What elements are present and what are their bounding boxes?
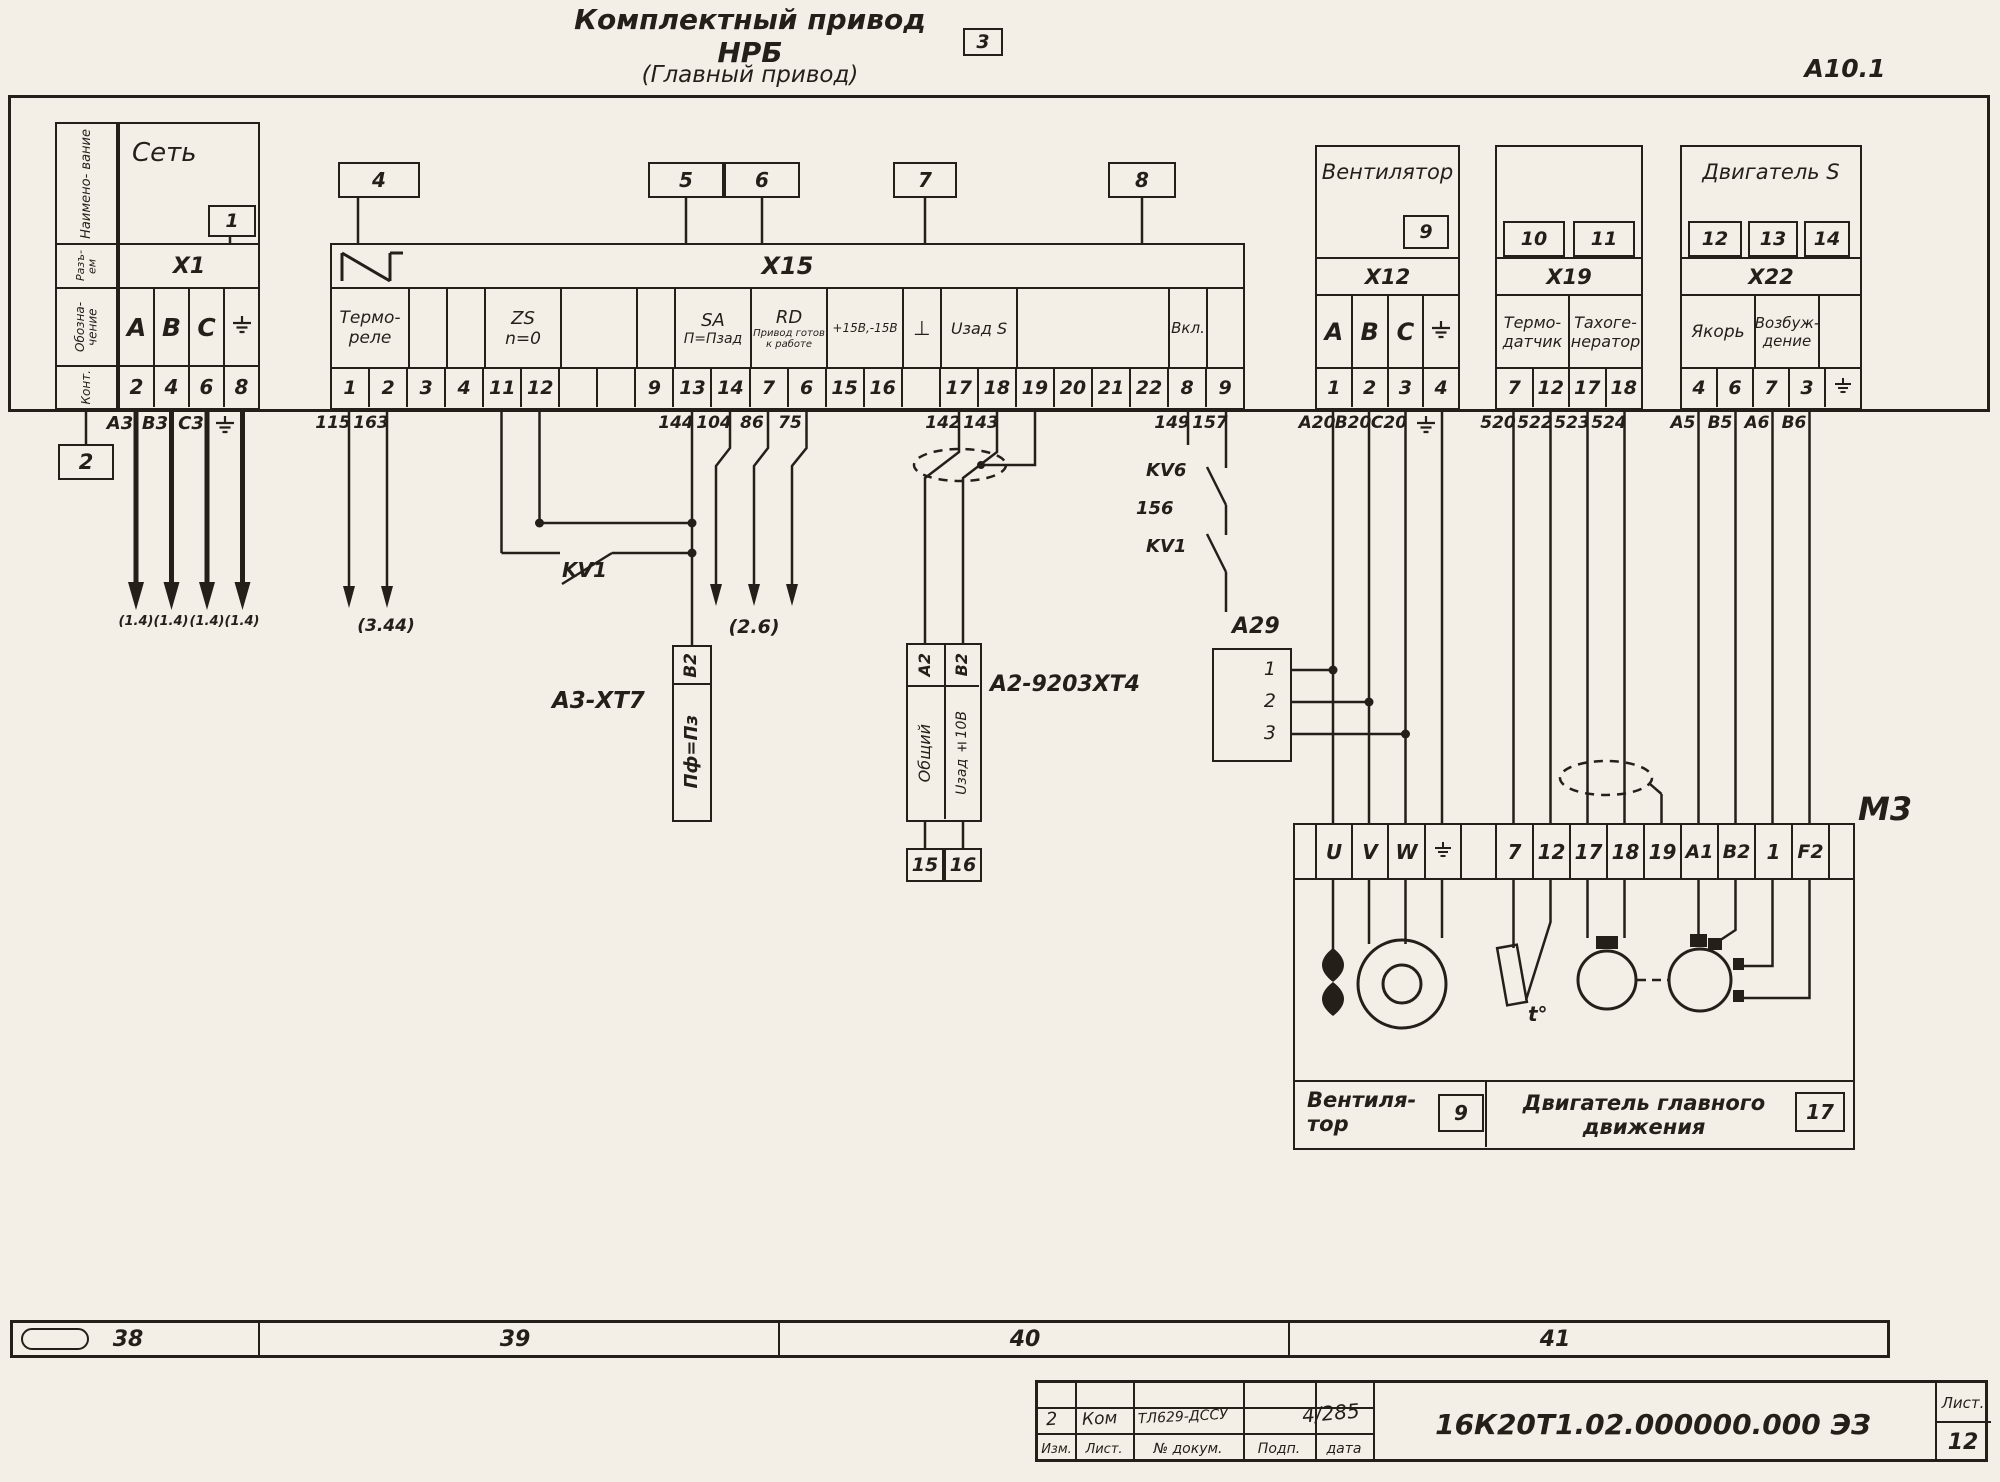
- x19-contact: 17: [1568, 369, 1605, 407]
- x15-header-zs: [484, 289, 560, 367]
- m3-terminal-blank: [1295, 825, 1315, 878]
- m3-caption-band: [1295, 1080, 1853, 1147]
- x12-contact: 3: [1387, 369, 1423, 407]
- wire-label: 143: [963, 413, 999, 433]
- x19-contact: 7: [1507, 377, 1521, 399]
- x22-contact: 6: [1716, 369, 1752, 407]
- x19-signal-thermo: Термо- датчик: [1502, 312, 1563, 351]
- wire-label: В3: [141, 413, 169, 434]
- wire-label: А6: [1744, 413, 1770, 433]
- wire-label: 104: [696, 413, 732, 433]
- m3-block: [1293, 823, 1855, 1150]
- x15-contact: 20: [1053, 369, 1091, 407]
- drawing-subtitle: (Главный привод): [641, 62, 859, 88]
- x19-contact: 18: [1605, 369, 1642, 407]
- x15-contact: 12: [520, 369, 558, 407]
- x15-contact: 14: [710, 369, 748, 407]
- x15-header-sa: [674, 289, 750, 367]
- x15-contact: 1: [343, 377, 357, 399]
- document-number: 16К20Т1.02.000000.000 ЭЗ: [1435, 1407, 1871, 1441]
- a29-pin: 3: [1263, 722, 1276, 744]
- wire-label: 522: [1517, 413, 1553, 433]
- a3xt7-block: [672, 645, 712, 822]
- x15-ref-box: 5: [648, 162, 724, 198]
- x15-contact: 18: [977, 369, 1015, 407]
- x15-contact: 4: [444, 369, 482, 407]
- m3-terminal: V: [1351, 825, 1387, 878]
- m3-terminal: 17: [1569, 825, 1606, 878]
- x15-connector: Х15: [761, 252, 814, 280]
- m3-terminal: 1: [1754, 825, 1791, 878]
- m3-terminal: 18: [1606, 825, 1643, 878]
- row-header-contact: Конт.: [79, 369, 94, 405]
- x1-table: [118, 122, 260, 410]
- x15-ref-box: 6: [724, 162, 800, 198]
- x1-dest-ref-box: 2: [58, 444, 114, 480]
- tb-entry: 4/285: [1301, 1398, 1361, 1428]
- x15-contact: 9: [634, 369, 672, 407]
- tb-entry: 2: [1045, 1408, 1058, 1431]
- x12-name: Вентилятор: [1321, 160, 1454, 184]
- x15-table: [330, 243, 1245, 410]
- x12-ref-box: 9: [1403, 215, 1449, 249]
- x12-connector: Х12: [1317, 257, 1458, 294]
- a3xt7-signal: Пф=Пз: [680, 715, 702, 789]
- caption-divider: [1485, 1082, 1487, 1147]
- x15-header-uzad: Uзад S: [940, 289, 1016, 367]
- zone-divider: [1288, 1323, 1290, 1355]
- zone-number: 38: [112, 1326, 144, 1352]
- x15-header-thermo: Термо- реле: [339, 308, 401, 348]
- sheet-ref-box: 3: [963, 28, 1003, 56]
- x15-header-pm15: +15В,-15В: [826, 289, 902, 367]
- wire-label: В5: [1707, 413, 1733, 433]
- x15-contact: 15: [825, 369, 863, 407]
- tb-col-data: дата: [1326, 1441, 1362, 1457]
- x15-header-blank: [1206, 289, 1243, 367]
- x22-signal-excitation: Возбуж- дение: [1754, 296, 1818, 367]
- corner-ref-label: А10.1: [1804, 53, 1886, 83]
- x19-connector: Х19: [1497, 257, 1641, 294]
- x22-contact: 4: [1692, 377, 1706, 399]
- x15-header-sa-bot: П=Пзад: [683, 330, 743, 347]
- sheet-arrow-label: (2.6): [728, 616, 780, 638]
- x15-header-blank: [408, 289, 446, 367]
- m3-motor-ref-box: 17: [1795, 1092, 1845, 1132]
- x1-contact: 8: [223, 367, 258, 407]
- x15-header-rd: [750, 289, 826, 367]
- m3-motor-caption: Двигатель главного движения: [1522, 1090, 1766, 1139]
- x15-contact: 2: [368, 369, 406, 407]
- x15-ref-box: 4: [338, 162, 420, 198]
- wire-label: В6: [1781, 413, 1807, 433]
- supply-arrowheads: [128, 582, 251, 610]
- x15-contact: 8: [1167, 369, 1205, 407]
- x12-signal-gnd: [1422, 296, 1458, 367]
- x15-ref-box: 8: [1108, 162, 1176, 198]
- cable-marker-icon: [1560, 761, 1652, 795]
- a29-pin: 2: [1263, 690, 1276, 712]
- x15-contact: [901, 369, 939, 407]
- x15-contact: 19: [1015, 369, 1053, 407]
- sheet-arrow-label: (1.4): [153, 614, 189, 629]
- ground-icon: [231, 315, 253, 339]
- x1-name: Сеть: [132, 138, 197, 168]
- x15-contact: 17: [939, 369, 977, 407]
- wire-label: 115: [315, 413, 351, 433]
- a29-pin: 1: [1263, 658, 1276, 680]
- wire-label: 523: [1554, 413, 1590, 433]
- a3xt7-label: А3-ХТ7: [552, 688, 645, 714]
- x19-table: [1495, 145, 1643, 410]
- x15-contact: 6: [787, 369, 825, 407]
- tb-entry: ТЛ629-ДССУ: [1137, 1406, 1229, 1428]
- a29-label: А29: [1232, 614, 1280, 639]
- x15-header-zs-bot: n=0: [505, 328, 541, 349]
- x15-contact: 21: [1091, 369, 1129, 407]
- x15-header-blank: [1016, 289, 1168, 367]
- m3-terminal: А1: [1680, 825, 1717, 878]
- x15-contact: 13: [672, 369, 710, 407]
- x19-contact: 12: [1532, 369, 1569, 407]
- ground-icon: [1433, 841, 1453, 863]
- wire-label: 524: [1591, 413, 1627, 433]
- x15-contact: 16: [863, 369, 901, 407]
- zone-number: 41: [1539, 1326, 1571, 1352]
- x22-signal-armature: Якорь: [1691, 321, 1745, 342]
- m3-fan-caption: Вентиля- тор: [1307, 1088, 1417, 1137]
- tb-col-izm: Изм.: [1041, 1441, 1072, 1457]
- m3-terminal: 19: [1643, 825, 1680, 878]
- x19-signal-tacho: Тахоге- нератор: [1568, 296, 1641, 367]
- x12-signal-b: В: [1351, 296, 1387, 367]
- x15-contact: 9: [1205, 369, 1243, 407]
- x1-signal-gnd: [223, 289, 258, 365]
- m3-terminal-blank: [1828, 825, 1853, 878]
- wire-label: 86: [740, 413, 764, 433]
- x1-signal-b: В: [153, 289, 188, 365]
- wire-label: А5: [1670, 413, 1696, 433]
- x15-header-rd-top: RD: [775, 306, 803, 328]
- x12-signal-a: А: [1324, 317, 1344, 346]
- zone-number: 40: [1009, 1326, 1041, 1352]
- sheet-arrow-label: (1.4): [118, 614, 154, 629]
- sheet-arrow-label: (3.44): [357, 616, 415, 636]
- x15-contact: 3: [406, 369, 444, 407]
- x1-signal-a: А: [126, 312, 147, 342]
- a2xt4-terminal-16: 16: [944, 848, 982, 882]
- x22-ref-box: 14: [1804, 221, 1850, 257]
- wire-label: С20: [1370, 413, 1408, 433]
- a2xt4-signal-a: Общий: [915, 723, 935, 783]
- signal-arrowheads: [343, 584, 798, 608]
- x22-ref-box: 12: [1688, 221, 1742, 257]
- ground-icon: [1833, 377, 1853, 399]
- m3-terminal-blank: [1460, 825, 1495, 878]
- a2xt4-signal-b: Uзад ±10В: [953, 711, 970, 795]
- tb-row-line: [1935, 1421, 1991, 1423]
- tb-col-list: Лист.: [1085, 1441, 1123, 1457]
- drawing-title: Комплектный привод НРБ: [574, 3, 926, 69]
- ground-icon: [1415, 415, 1437, 439]
- x15-header-blank: [636, 289, 674, 367]
- temperature-label: t°: [1528, 1002, 1548, 1026]
- zone-number: 39: [499, 1326, 531, 1352]
- x15-header-zs-top: ZS: [511, 307, 535, 329]
- x22-ref-box: 13: [1748, 221, 1798, 257]
- x12-signal-c: С: [1387, 296, 1423, 367]
- ground-icon: [214, 415, 236, 439]
- wire-label: 520: [1480, 413, 1516, 433]
- x15-ref-box: 7: [893, 162, 957, 198]
- zone-bar-cap: [21, 1328, 89, 1350]
- x1-contact: 2: [129, 375, 144, 399]
- tb-divider: [1373, 1383, 1375, 1459]
- wire-label: 144: [658, 413, 694, 433]
- zone-bar: [10, 1320, 1890, 1358]
- row-header-name: Наимено- вание: [78, 128, 94, 239]
- x15-header-blank: [446, 289, 484, 367]
- x19-ref-box: 10: [1503, 221, 1565, 257]
- x15-contact: 7: [749, 369, 787, 407]
- x15-contact: [558, 369, 596, 407]
- tb-entry: Ком: [1081, 1408, 1118, 1430]
- x15-header-rd-bot: Привод готов к работе: [753, 327, 825, 350]
- tb-col-ndoc: № докум.: [1153, 1441, 1223, 1457]
- x15-contact: 22: [1129, 369, 1167, 407]
- m3-terminal: U: [1315, 825, 1351, 878]
- x19-ref-box: 11: [1573, 221, 1635, 257]
- m3-label: М3: [1858, 790, 1913, 828]
- x1-contact: 4: [153, 367, 188, 407]
- a3xt7-pin: В2: [681, 652, 702, 678]
- x22-table: [1680, 145, 1862, 410]
- x1-contact: 6: [188, 367, 223, 407]
- row-header-designation: Обозна- чение: [72, 301, 100, 353]
- ground-icon: [1430, 320, 1452, 344]
- m3-fan-ref-box: 9: [1438, 1094, 1484, 1132]
- x22-name: Двигатель S: [1702, 160, 1840, 184]
- tb-col-podp: Подп.: [1257, 1441, 1301, 1457]
- title-block: [1035, 1380, 1988, 1462]
- m3-terminal: В2: [1717, 825, 1754, 878]
- x1-connector: Х1: [120, 243, 258, 287]
- x15-header-blank: [560, 289, 636, 367]
- tb-sheet-label: Лист.: [1941, 1394, 1985, 1412]
- relay-contact-label-kv1b: KV1: [1146, 536, 1187, 557]
- relay-contact-label-kv6: KV6: [1146, 460, 1187, 481]
- row-header-table: [55, 122, 118, 410]
- x12-contact: 4: [1422, 369, 1458, 407]
- wire-label: 75: [778, 413, 802, 433]
- x22-contact: 7: [1752, 369, 1788, 407]
- x22-contact: 3: [1788, 369, 1824, 407]
- wire-label: А20: [1298, 413, 1336, 433]
- wire-label: 156: [1136, 498, 1174, 519]
- zone-divider: [778, 1323, 780, 1355]
- wire-label: В20: [1334, 413, 1372, 433]
- wire-label: А3: [106, 413, 134, 434]
- wire-label: 157: [1192, 413, 1228, 433]
- wire-label: 149: [1154, 413, 1190, 433]
- x15-contact: 11: [482, 369, 520, 407]
- x22-contact-gnd: [1824, 369, 1860, 407]
- m3-terminal-gnd: [1424, 825, 1460, 878]
- x15-contact: [596, 369, 634, 407]
- x15-header-sa-top: SA: [701, 309, 725, 331]
- m3-terminal: 7: [1495, 825, 1532, 878]
- x12-table: [1315, 145, 1460, 410]
- x1-ref-box: 1: [208, 205, 256, 237]
- a29-block: [1212, 648, 1292, 762]
- cable-marker-icon: [914, 449, 1006, 481]
- wire-label: С3: [178, 413, 204, 434]
- x15-header-vkl: Вкл.: [1168, 289, 1206, 367]
- a2xt4-label: А2-9203ХТ4: [990, 672, 1140, 697]
- a2xt4-pin-b: В2: [951, 653, 971, 677]
- a2xt4-block: [906, 643, 982, 822]
- zone-divider: [258, 1323, 260, 1355]
- row-header-connector: Разъ- ем: [73, 250, 99, 282]
- m3-terminal: 12: [1532, 825, 1569, 878]
- relay-contact-label-kv1: KV1: [562, 558, 607, 582]
- x12-contact: 1: [1327, 377, 1341, 399]
- x22-signal-blank: [1818, 296, 1860, 367]
- sheet-arrow-label: (1.4): [224, 614, 260, 629]
- wire-label: 163: [353, 413, 389, 433]
- sheet-arrow-label: (1.4): [189, 614, 225, 629]
- tb-sheet-number: 12: [1947, 1429, 1979, 1455]
- x12-contact: 2: [1351, 369, 1387, 407]
- m3-terminal: W: [1387, 825, 1424, 878]
- x22-connector: Х22: [1682, 257, 1860, 294]
- x1-signal-c: С: [188, 289, 223, 365]
- wire-label: 142: [925, 413, 961, 433]
- m3-terminal: F2: [1791, 825, 1828, 878]
- a2xt4-pin-a: А2: [915, 653, 935, 677]
- x15-header-gnd: ⊥: [902, 289, 940, 367]
- a2xt4-terminal-15: 15: [906, 848, 944, 882]
